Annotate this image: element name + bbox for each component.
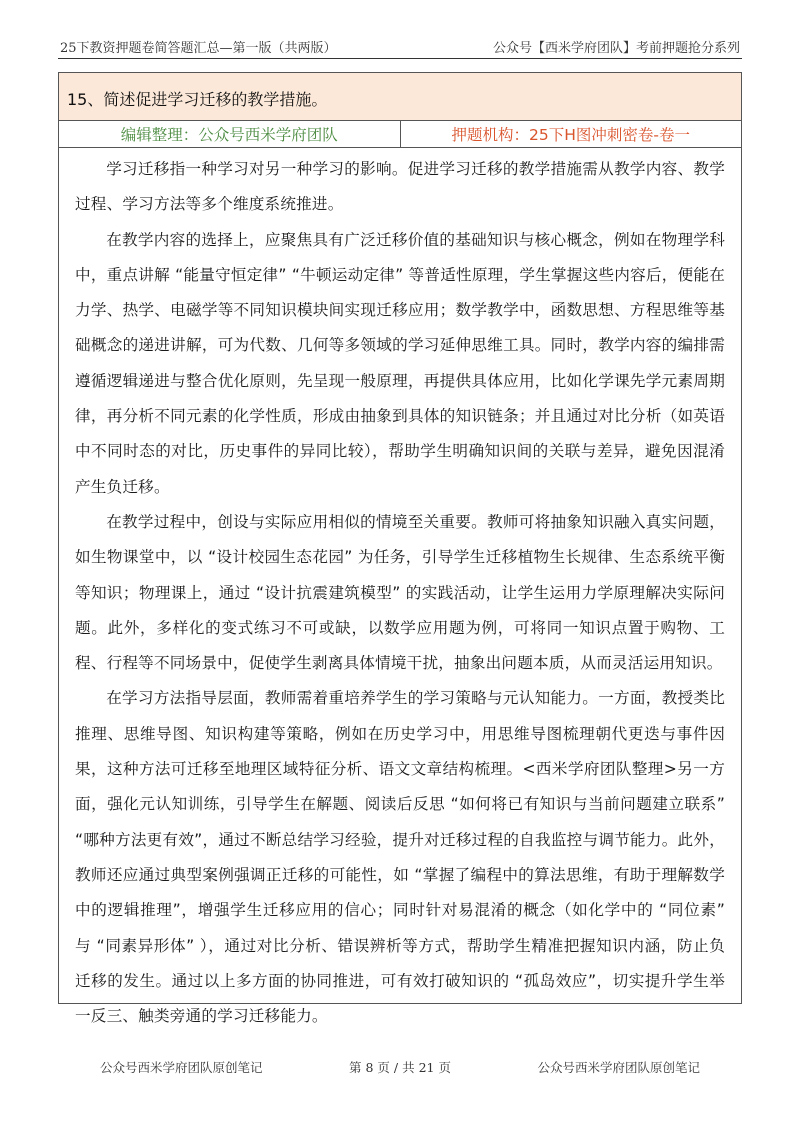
page-number: 第 8 页 / 共 21 页 bbox=[349, 1060, 451, 1075]
question-title: 15、简述促进学习迁移的教学措施。 bbox=[59, 73, 741, 121]
footer-left: 公众号西米学府团队原创笔记 bbox=[100, 1060, 263, 1075]
page-header bbox=[58, 34, 742, 59]
paragraph-method: 在学习方法指导层面，教师需着重培养学生的学习策略与元认知能力。一方面，教授类比推理、思维导图、知识构建等策略，例如在历史学习中，用思维导图梳理朝代更迭与事件因果，这种方法可迁移至地理区域特征分析、语文文章结构梳理。<西米学府团队整理>另一方面，强化元认知训练，引导学生在解题、阅读后反思 “如何将已有知识与当前问题建立联系” “哪种方法更有效”，通过不断总结学习经验，提升对迁移过程的自我监控与调节能力。此外，教师还应通过典型案例强调正迁移的可能性，如 “掌握了编程中的算法思维，有助于理解数学中的逻辑推理”，增强学生迁移应用的信心；同时针对易混淆的概念（如化学中的 “同位素” 与 “同素异形体” ），通过对比分析、错误辨析等方式，帮助学生精准把握知识内涵，防止负迁移的发生。通过以上多方面的协同推进，可有效打破知识的 “孤岛效应”，切实提升学生举一反三、触类旁通的学习迁移能力。 bbox=[75, 689, 725, 1026]
answer-box bbox=[58, 72, 742, 1026]
answer-content bbox=[59, 148, 741, 1034]
paragraph-content: 在教学内容的选择上，应聚焦具有广泛迁移价值的基础知识与核心概念，例如在物理学科中，重点讲解 “能量守恒定律” “牛顿运动定律” 等普适性原理，学生掌握这些内容后，便能在力学、热学、电磁学等不同知识模块间实现迁移应用；数学教学中，函数思想、方程思维等基础概念的递进讲解，可为代数、几何等多领域的学习延伸思维工具。同时，教学内容的编排需遵循逻辑递进与整合优化原则，先呈现一般原理，再提供具体应用，比如化学课先学元素周期律，再分析不同元素的化学性质，形成由抽象到具体的知识链条；并且通过对比分析（如英语中不同时态的对比，历史事件的异同比较），帮助学生明确知识间的关联与差异，避免因混淆产生负迁移。 bbox=[75, 230, 725, 496]
header-left-title: 25下教资押题卷简答题汇总—第一版（共两版） bbox=[60, 41, 337, 56]
footer-right: 公众号西米学府团队原创笔记 bbox=[537, 1060, 700, 1075]
editor-credit: 编辑整理：公众号西米学府团队 bbox=[120, 126, 338, 144]
meta-row bbox=[59, 121, 741, 148]
header-right-title: 公众号【西米学府团队】考前押题抢分系列 bbox=[492, 41, 740, 56]
source-credit: 押题机构：25下H图冲刺密卷-卷一 bbox=[400, 121, 742, 147]
paragraph-process: 在教学过程中，创设与实际应用相似的情境至关重要。教师可将抽象知识融入真实问题，如生物课堂中，以 “设计校园生态花园” 为任务，引导学生迁移植物生长规律、生态系统平衡等知识；物理课上，通过 “设计抗震建筑模型” 的实践活动，让学生运用力学原理解决实际问题。此外，多样化的变式练习不可或缺，以数学应用题为例，可将同一知识点置于购物、工程、行程等不同场景中，促使学生剥离具体情境干扰，抽象出问题本质，从而灵活运用知识。 bbox=[75, 512, 725, 673]
page-footer bbox=[0, 1058, 800, 1078]
paragraph-intro: 学习迁移指一种学习对另一种学习的影响。促进学习迁移的教学措施需从教学内容、教学过程、学习方法等多个维度系统推进。 bbox=[75, 160, 725, 214]
